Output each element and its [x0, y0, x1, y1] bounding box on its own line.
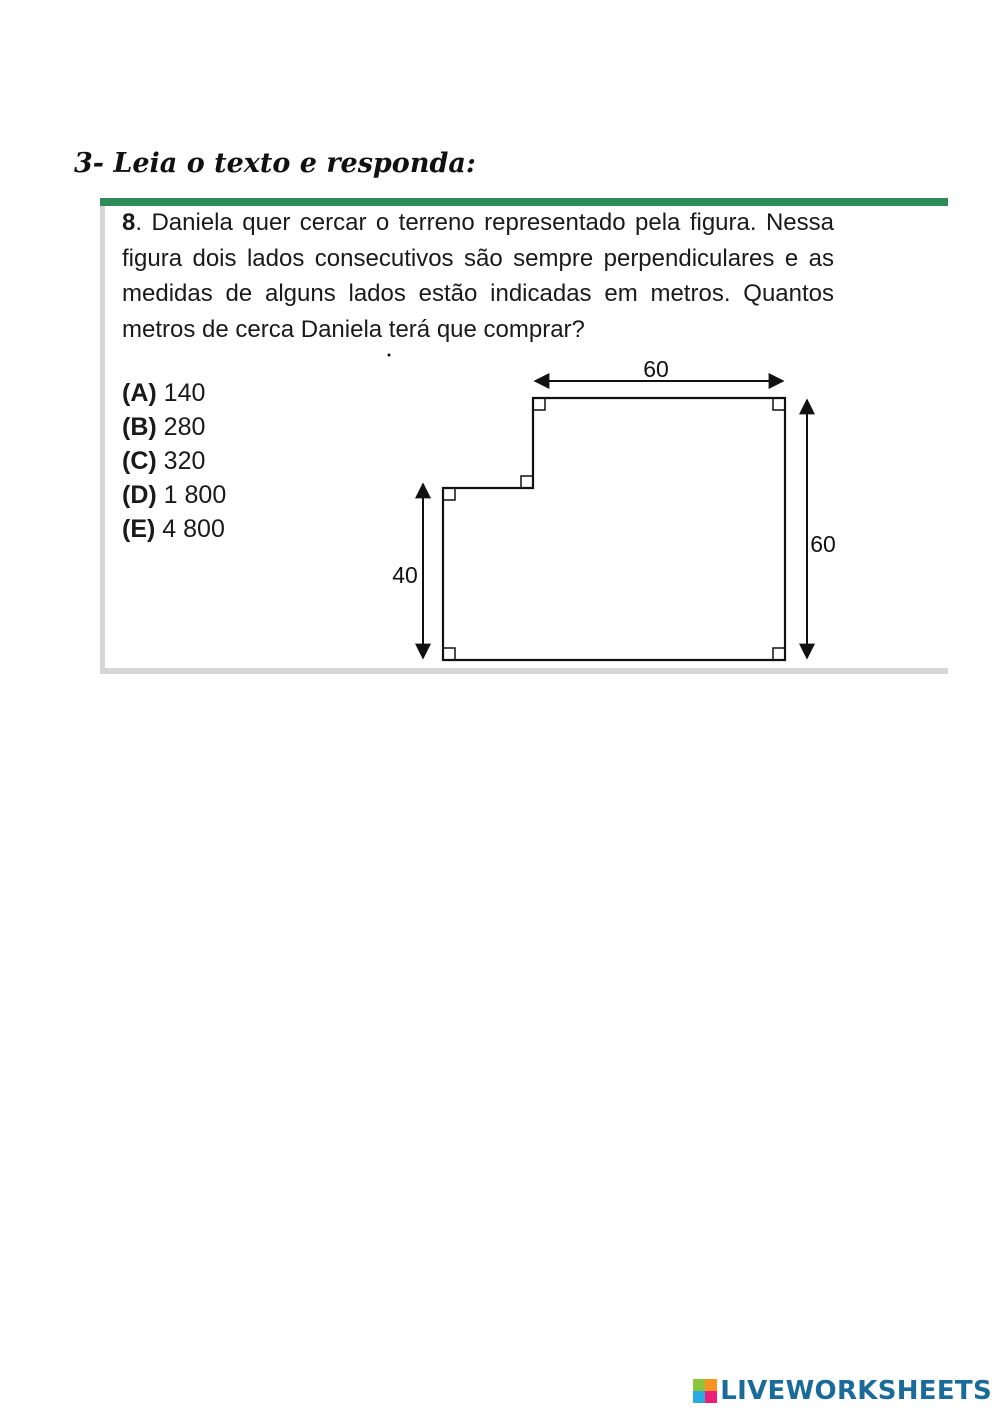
- logo-square: [693, 1391, 705, 1403]
- question-number: 8: [122, 209, 136, 236]
- option-value: 1 800: [163, 481, 227, 509]
- right-angle-mark: [521, 476, 533, 488]
- right-angle-mark: [533, 398, 545, 410]
- right-angle-mark: [773, 648, 785, 660]
- terrain-figure: [0, 0, 1000, 700]
- liveworksheets-brand: [693, 1376, 992, 1406]
- top-dimension-label: 60: [643, 356, 669, 382]
- right-angle-mark: [443, 648, 455, 660]
- brand-name: LIVEWORKSHEETS: [720, 1376, 992, 1406]
- stray-dot: [388, 354, 391, 357]
- right-angle-marks: [443, 398, 785, 660]
- left-dimension-label: 40: [392, 562, 418, 588]
- option-letter: (C): [122, 447, 157, 475]
- option-value: 4 800: [162, 515, 225, 543]
- option-letter: (D): [122, 481, 157, 509]
- option-letter: (A): [122, 379, 157, 407]
- option-value: 280: [163, 413, 206, 441]
- option-letter: (B): [122, 413, 157, 441]
- worksheet-heading: 3- Leia o texto e responda:: [74, 148, 476, 179]
- logo-square: [705, 1391, 717, 1403]
- right-dimension-label: 60: [810, 531, 836, 557]
- question-text: . Daniela quer cercar o terreno representado pela figura. Nessa figura dois lados consecutivos são sempre perpendiculares e as medidas de alguns lados estão indicadas em metros. Quantos metros de cerca Daniela terá que comprar?: [122, 209, 834, 343]
- option-letter: (E): [122, 515, 156, 543]
- logo-square: [693, 1379, 705, 1391]
- option-value: 140: [163, 379, 206, 407]
- logo-square: [705, 1379, 717, 1391]
- liveworksheets-logo-icon: [693, 1379, 717, 1403]
- terrain-outline: [443, 398, 785, 660]
- right-angle-mark: [443, 488, 455, 500]
- option-value: 320: [163, 447, 206, 475]
- right-angle-mark: [773, 398, 785, 410]
